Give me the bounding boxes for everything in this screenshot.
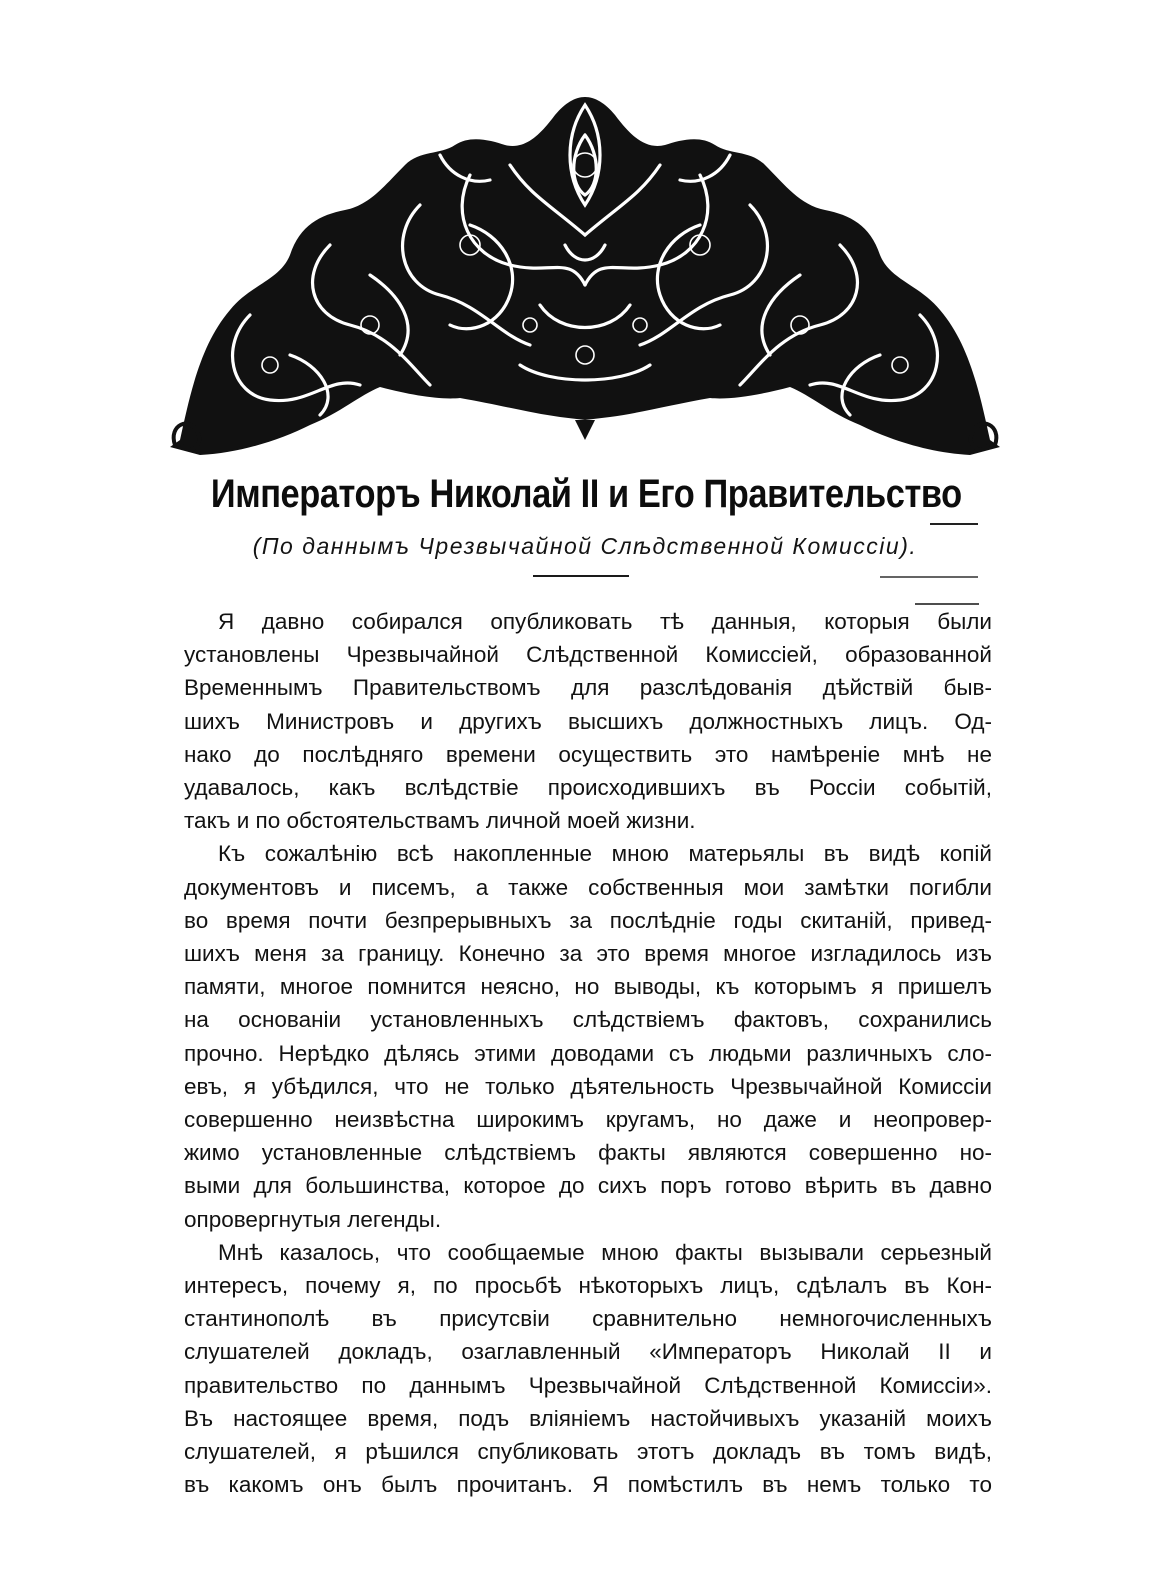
text-line: шихъ меня за границу. Конечно за это время многое изгладилось изъ <box>184 941 992 967</box>
text-line: интересъ, почему я, по просьбѣ нѣкоторыхъ лицъ, сдѣлалъ въ Кон- <box>184 1273 992 1299</box>
text-line: документовъ и писемъ, а также собственныя мои замѣтки погибли <box>184 874 992 900</box>
title-divider <box>533 575 629 577</box>
text-line: опровергнутыя легенды. <box>184 1206 442 1232</box>
text-line: Мнѣ казалось, что сообщаемые мною факты вызывали серьезный <box>218 1239 992 1265</box>
page-title: Императоръ Николай II и Его Правительство <box>210 472 962 516</box>
text-line: Временнымъ Правительствомъ для разслѣдованiя дѣйствiй быв- <box>184 675 992 701</box>
text-line: слушателей докладъ, озаглавленный «Императоръ Николай II и <box>184 1339 992 1365</box>
text-line: жимо установленные слѣдствiемъ факты являются совершенно но- <box>184 1140 992 1166</box>
text-line: Я давно собирался опубликовать тѣ данныя, которыя были <box>218 609 992 634</box>
text-line: на основанiи установленныхъ слѣдствiемъ фактовъ, сохранились <box>184 1007 992 1033</box>
text-line: памяти, многое помнится неясно, но выводы, къ которымъ я пришелъ <box>184 974 992 1000</box>
text-line: Въ настоящее время, подъ влiянiемъ настойчивыхъ указанiй моихъ <box>184 1405 992 1431</box>
text-line: выми для большинства, которое до сихъ поръ готово вѣрить въ давно <box>184 1173 992 1199</box>
text-line: шихъ Министровъ и другихъ высшихъ должностныхъ лицъ. Од- <box>184 708 992 734</box>
text-line: стантинополѣ въ присутсвiи сравнительно немногочисленныхъ <box>184 1306 992 1332</box>
text-line: Къ сожалѣнiю всѣ накопленные мною матерьялы въ видѣ копiй <box>218 841 992 867</box>
text-line: совершенно неизвѣстна широкимъ кругамъ, но даже и неопровер- <box>184 1107 992 1133</box>
text-line: установлены Чрезвычайной Слѣдственной Комиссiей, образованной <box>184 642 992 668</box>
text-line: въ какомъ онъ былъ прочитанъ. Я помѣстилъ въ немъ только то <box>184 1472 992 1498</box>
scan-mark <box>880 576 978 578</box>
text-line: евъ, я убѣдился, что не только дѣятельность Чрезвычайной Комиссiи <box>184 1073 992 1099</box>
text-line: правительство по даннымъ Чрезвычайной Слѣдственной Комиссiи». <box>184 1372 992 1398</box>
text-line: такъ и по обстоятельствамъ личной моей жизни. <box>184 808 696 834</box>
celtic-knot-headpiece-icon <box>170 95 1000 485</box>
text-line: слушателей, я рѣшился спубликовать этотъ докладъ въ томъ видѣ, <box>184 1439 992 1465</box>
text-line: нако до послѣдняго времени осуществить это намѣренiе мнѣ не <box>184 741 992 767</box>
text-line: во время почти безпрерывныхъ за послѣднiе годы скитанiй, привед- <box>184 907 992 933</box>
text-line: удавалось, какъ вслѣдствiе происходившихъ въ Россiи событiй, <box>184 775 992 801</box>
text-line: прочно. Нерѣдко дѣлясь этими доводами съ людьми различныхъ сло- <box>184 1040 992 1066</box>
scan-mark <box>930 523 978 525</box>
article-body <box>184 605 992 1501</box>
page-subtitle: (По даннымъ Чрезвычайной Слѣдственной Комиссiи). <box>252 533 918 559</box>
